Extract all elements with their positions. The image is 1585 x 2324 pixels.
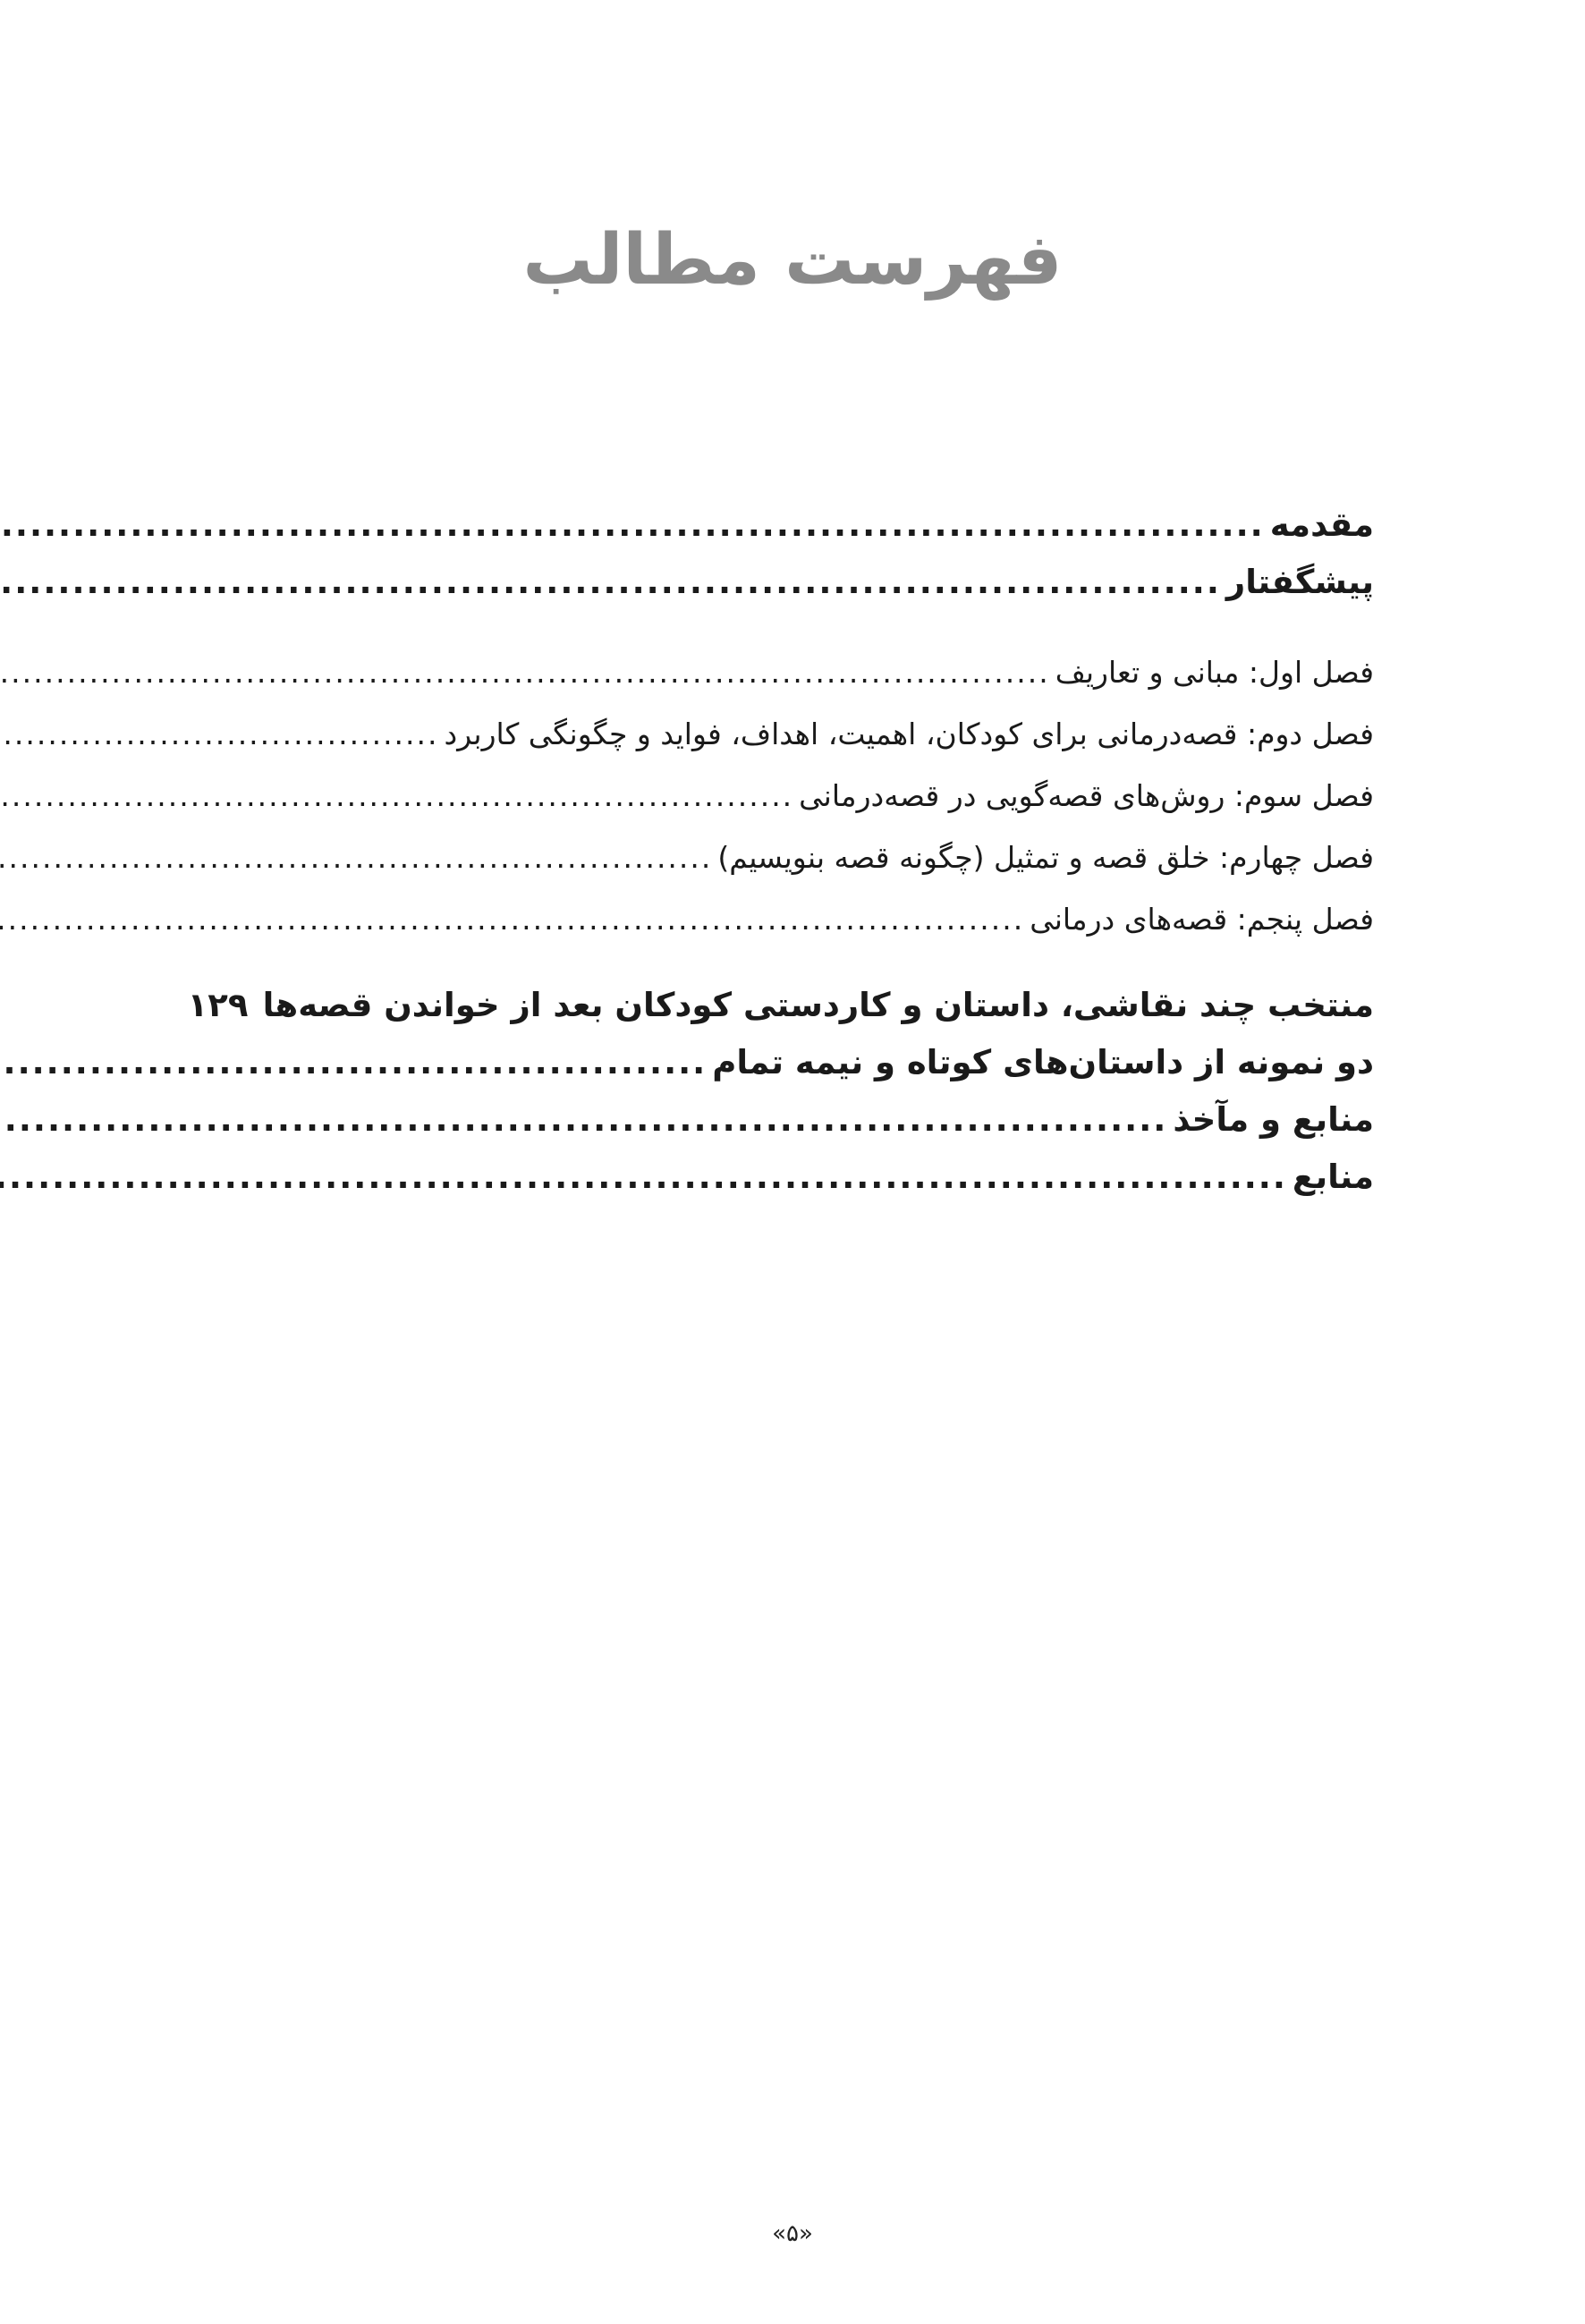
- dot-leader: [0, 1034, 707, 1091]
- dot-leader: [0, 641, 1050, 703]
- toc-entry-label: فصل چهارم: خلق قصه و تمثیل (چگونه قصه بنویسیم): [717, 840, 1374, 875]
- toc-entry-label: فصل پنجم: قصه‌های درمانی: [1030, 902, 1374, 937]
- toc-entry-introduction[interactable]: [211, 496, 1374, 554]
- dot-leader: [0, 496, 1265, 554]
- dot-leader: [0, 1149, 1287, 1206]
- toc-entry-selected-drawings[interactable]: [187, 977, 1374, 1034]
- toc-entry-label: منتخب چند نقاشی، داستان و کاردستی کودکان بعد از خواندن قصه‌ها: [262, 986, 1374, 1024]
- toc-entry-chapter-3[interactable]: [211, 765, 1374, 827]
- toc-entry-label: پیشگفتار: [1225, 563, 1374, 601]
- dot-leader: [0, 765, 793, 827]
- toc-entry-chapter-2[interactable]: [211, 703, 1374, 765]
- dot-leader: [0, 554, 1221, 611]
- toc-entry-label: فصل سوم: روش‌های قصه‌گویی در قصه‌درمانی: [799, 778, 1374, 813]
- dot-leader: [0, 703, 439, 765]
- dot-leader: [0, 1091, 1167, 1149]
- section-spacer: [211, 611, 1374, 641]
- toc-entry-label: منابع: [1292, 1158, 1374, 1196]
- toc-entry-label: منابع و مآخذ: [1173, 1100, 1374, 1139]
- page-number: «۵»: [772, 2220, 813, 2247]
- toc-entry-chapter-1[interactable]: [211, 641, 1374, 703]
- page-title: فهرست مطالب: [522, 220, 1063, 301]
- toc-entry-page: ۱۲۹: [187, 986, 249, 1024]
- dot-leader: [0, 888, 1024, 950]
- section-spacer: [211, 950, 1374, 977]
- toc-entry-chapter-5[interactable]: [211, 888, 1374, 950]
- toc-entry-label: فصل دوم: قصه‌درمانی برای کودکان، اهمیت، اهداف، فواید و چگونگی کاربرد: [444, 717, 1374, 751]
- toc-entry-label: فصل اول: مبانی و تعاریف: [1055, 655, 1374, 690]
- toc-entry-references[interactable]: [211, 1149, 1374, 1206]
- toc-entry-references-and-sources[interactable]: [211, 1091, 1374, 1149]
- toc-entry-two-short-stories[interactable]: [211, 1034, 1374, 1091]
- dot-leader: [0, 827, 712, 888]
- toc-entry-chapter-4[interactable]: [211, 827, 1374, 888]
- toc-entry-label: مقدمه: [1269, 505, 1374, 544]
- toc-entry-label: دو نمونه از داستان‌های کوتاه و نیمه تمام: [712, 1043, 1374, 1081]
- toc-entry-preface[interactable]: [211, 554, 1374, 611]
- table-of-contents: [187, 496, 1374, 1206]
